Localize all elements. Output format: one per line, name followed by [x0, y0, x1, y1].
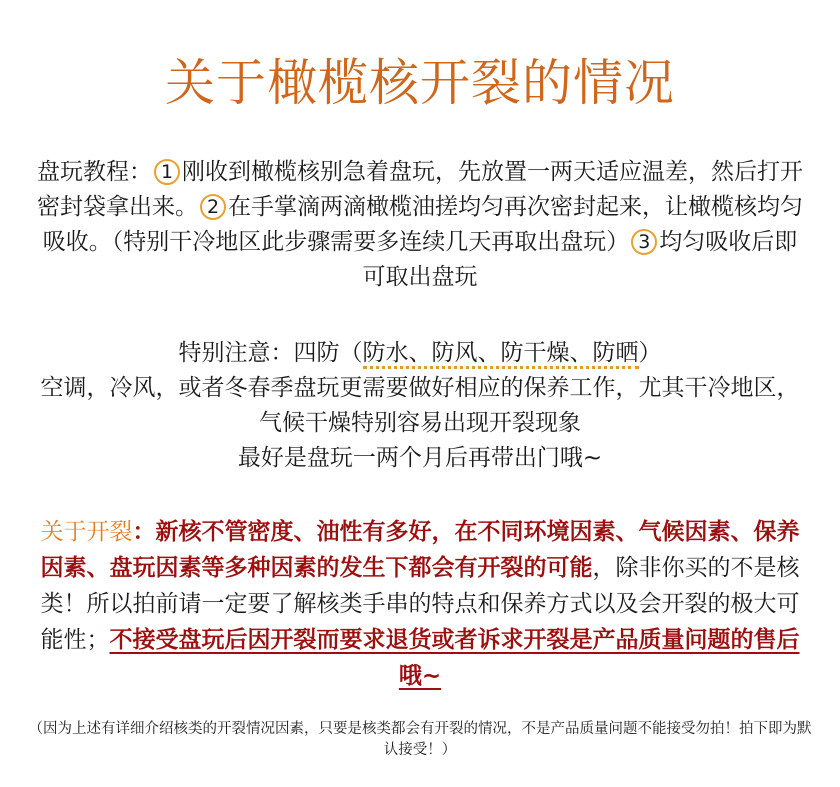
footnote: （因为上述有详细介绍核类的开裂情况因素，只要是核类都会有开裂的情况，不是产品质量问题不能接受勿拍！拍下即为默认接受！） — [28, 721, 812, 758]
cracks-section — [36, 514, 804, 694]
notice-section — [36, 336, 804, 476]
notice-line-1 — [36, 336, 804, 371]
step-2-text: 在手掌滴两滴橄榄油搓均匀再次密封起来，让橄榄核均匀吸收。（特别干冷地区此步骤需要多连续几天再取出盘玩） — [42, 194, 803, 255]
tutorial-section — [36, 155, 804, 295]
step-2-number-badge: 2 — [200, 194, 226, 220]
cracks-no-return-text: 不接受盘玩后因开裂而要求退货或者诉求开裂是产品质量问题的售后哦~ — [109, 627, 800, 689]
step-1-number-badge: 1 — [154, 159, 180, 185]
cracks-label: 关于开裂 — [40, 519, 133, 545]
page-title: 关于橄榄核开裂的情况 — [165, 54, 675, 112]
notice-highlight: 防水、防风、防干燥、防晒 — [363, 340, 639, 369]
notice-prefix: 特别注意：四防（ — [178, 340, 363, 366]
tutorial-intro: 盘玩教程： — [37, 159, 152, 185]
notice-line-2: 空调，冷风，或者冬春季盘玩更需要做好相应的保养工作，尤其干冷地区，气候干燥特别容易出现开裂现象 — [40, 375, 800, 436]
notice-suffix: ） — [638, 340, 662, 366]
step-3-number-badge: 3 — [631, 229, 657, 255]
step-1-text: 刚收到橄榄核别急着盘玩，先放置一两天适应温差，然后打开密封袋拿出来。 — [37, 159, 803, 220]
cracks-normal-text: ，除非你买的不是核类！所以拍前请一定要了解核类手串的特点和保养方式以及会开裂的极大可能性； — [40, 555, 800, 653]
cracks-warning-text: 新核不管密度、油性有多好，在不同环境因素、气候因素、保养因素、盘玩因素等多种因素的发生下都会有开裂的可能 — [40, 519, 800, 581]
notice-line-3: 最好是盘玩一两个月后再带出门哦~ — [237, 445, 603, 471]
step-3-text: 均匀吸收后即可取出盘玩 — [362, 229, 798, 290]
cracks-colon: ： — [132, 519, 156, 545]
